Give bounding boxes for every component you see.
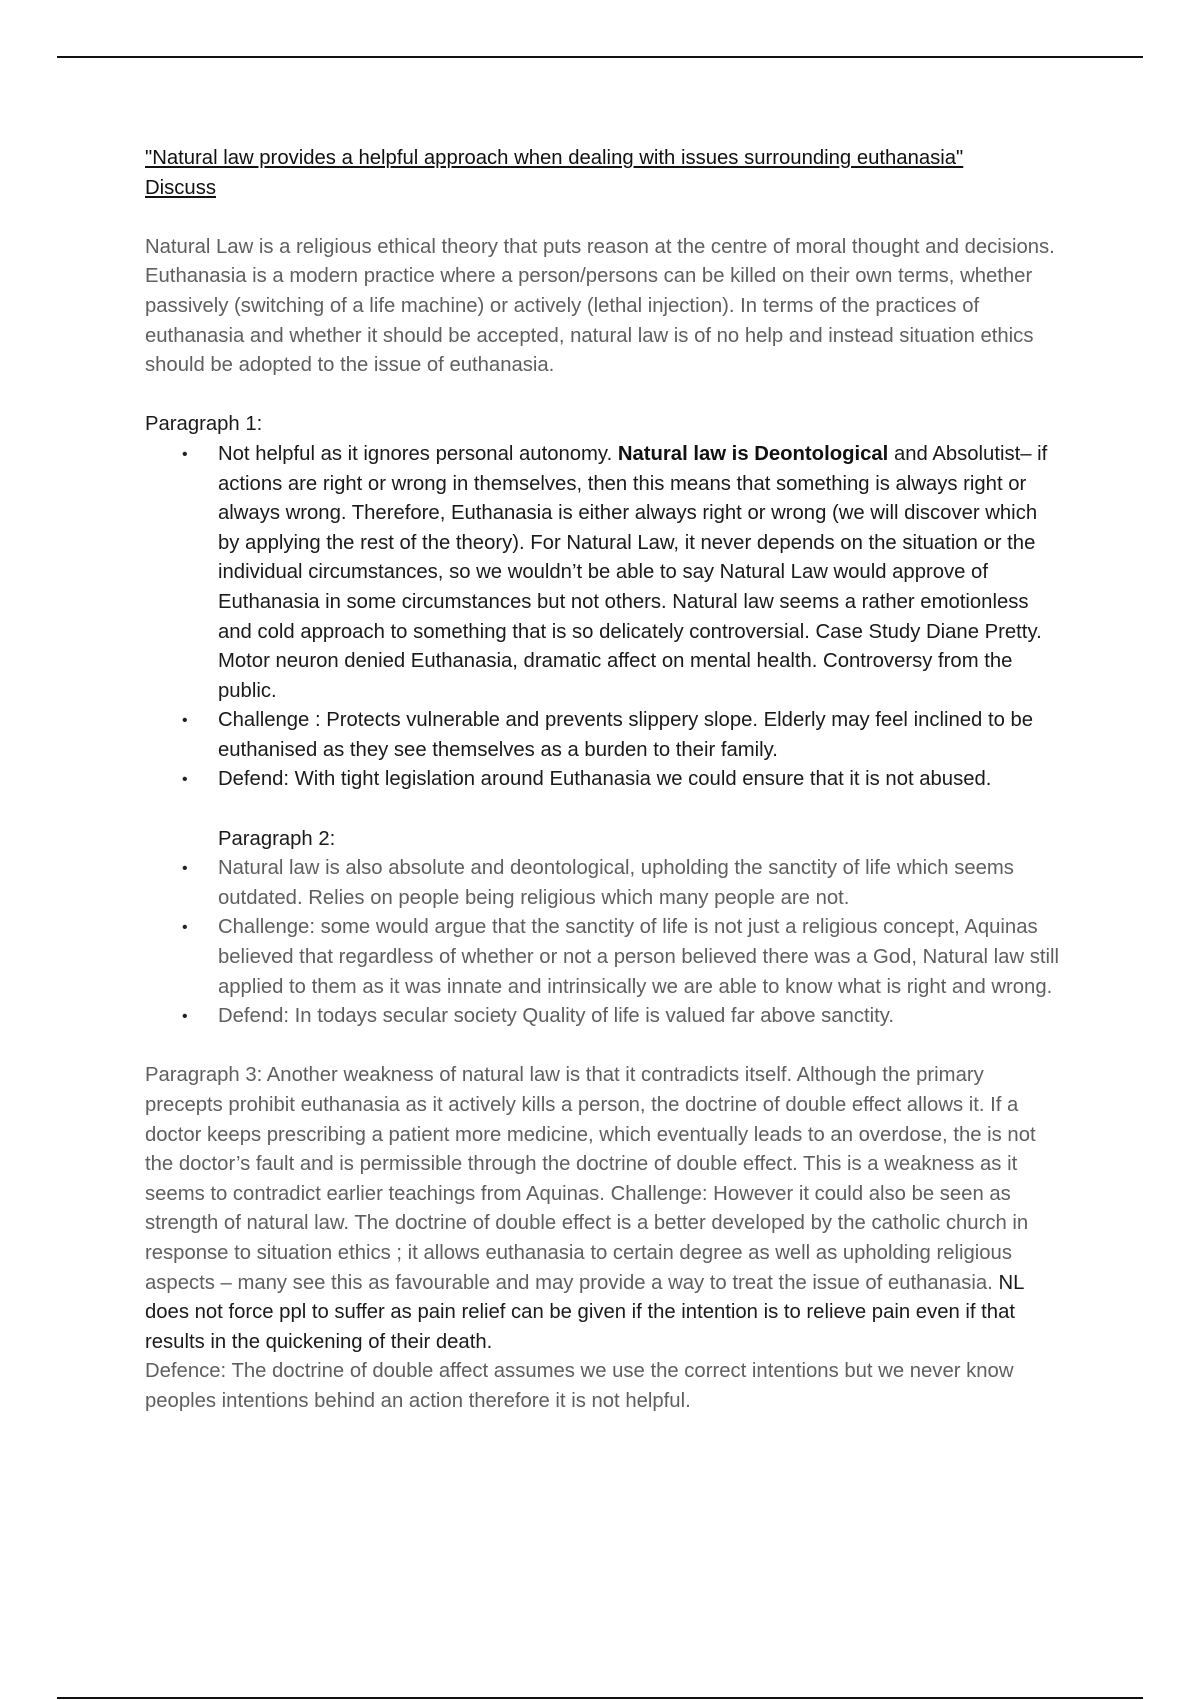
list-item: • Defend: With tight legislation around Euthanasia we could ensure that it is not abused. <box>145 765 1060 795</box>
p1-bullet1-text-b: and Absolutist– if actions are right or wrong in themselves, then this means that something is always right or always wrong. Therefore, Euthanasia is either always right or wrong (we will discover which by applying the rest of the theory). For Natural Law, it never depends on the situation or the individual circumstances, so we wouldn’t be able to say Natural Law would approve of Euthanasia in some circumstances but not others. Natural law seems a rather emotionless and cold approach to something that is so delicately controversial. Case Study Diane Pretty. Motor neuron denied Euthanasia, dramatic affect on mental health. Controversy from the public. <box>218 442 1048 702</box>
paragraph1-list <box>145 440 1060 795</box>
essay-title-line1: "Natural law provides a helpful approach when dealing with issues surrounding euthanasia" <box>145 147 964 169</box>
list-item: • Challenge : Protects vulnerable and prevents slippery slope. Elderly may feel inclined to be euthanised as they see themselves as a burden to their family. <box>145 706 1060 765</box>
paragraph2-heading: Paragraph 2: <box>218 827 336 850</box>
list-item: • Natural law is also absolute and deontological, upholding the sanctity of life which seems outdated. Relies on people being religious which many people are not. <box>145 854 1060 913</box>
p1-bullet1-bold: Natural law is Deontological <box>617 442 889 465</box>
paragraph2-list <box>145 854 1060 1032</box>
intro-paragraph: Natural Law is a religious ethical theory that puts reason at the centre of moral thought and decisions. Euthanasia is a modern practice where a person/persons can be killed on their own terms, whether passively (switching of a life machine) or actively (lethal injection). In terms of the practices of euthanasia and whether it should be accepted, natural law is of no help and instead situation ethics should be adopted to the issue of euthanasia. <box>145 235 1055 377</box>
p1-bullet1-text-a: Not helpful as it ignores personal autonomy. <box>218 442 618 465</box>
document-body <box>145 144 1060 1417</box>
essay-title <box>145 144 1060 203</box>
list-item: • Challenge: some would argue that the sanctity of life is not just a religious concept, Aquinas believed that regardless of whether or not a person believed there was a God, Natural law still applied to them as it was innate and intrinsically we are able to know what is right and wrong. <box>145 913 1060 1002</box>
list-item: • Defend: In todays secular society Quality of life is valued far above sanctity. <box>145 1002 1060 1032</box>
header-rule <box>57 56 1143 58</box>
paragraph1-heading: Paragraph 1: <box>145 413 263 436</box>
footer-rule <box>57 1697 1143 1699</box>
paragraph3-dark-text: NL does not force ppl to suffer as pain relief can be given if the intention is to relieve pain even if that results in the quickening of their death. <box>145 1271 1024 1353</box>
paragraph3 <box>145 1061 1060 1357</box>
paragraph3-grey-text: Paragraph 3: Another weakness of natural law is that it contradicts itself. Although the primary precepts prohibit euthanasia as it actively kills a person, the doctrine of double effect allows it. If a doctor keeps prescribing a patient more medicine, which eventually leads to an overdose, the is not the doctor’s fault and is permissible through the doctrine of double effect. This is a weakness as it seems to contradict earlier teachings from Aquinas. Challenge: However it could also be seen as strength of natural law. The doctrine of double effect is a better developed by the catholic church in response to situation ethics ; it allows euthanasia to certain degree as well as upholding religious aspects – many see this as favourable and may provide a way to treat the issue of euthanasia. <box>145 1064 1036 1294</box>
paragraph3-defence: Defence: The doctrine of double affect assumes we use the correct intentions but we never know peoples intentions behind an action therefore it is not helpful. <box>145 1360 1014 1412</box>
list-item <box>145 440 1060 706</box>
essay-title-line2: Discuss <box>145 176 216 199</box>
